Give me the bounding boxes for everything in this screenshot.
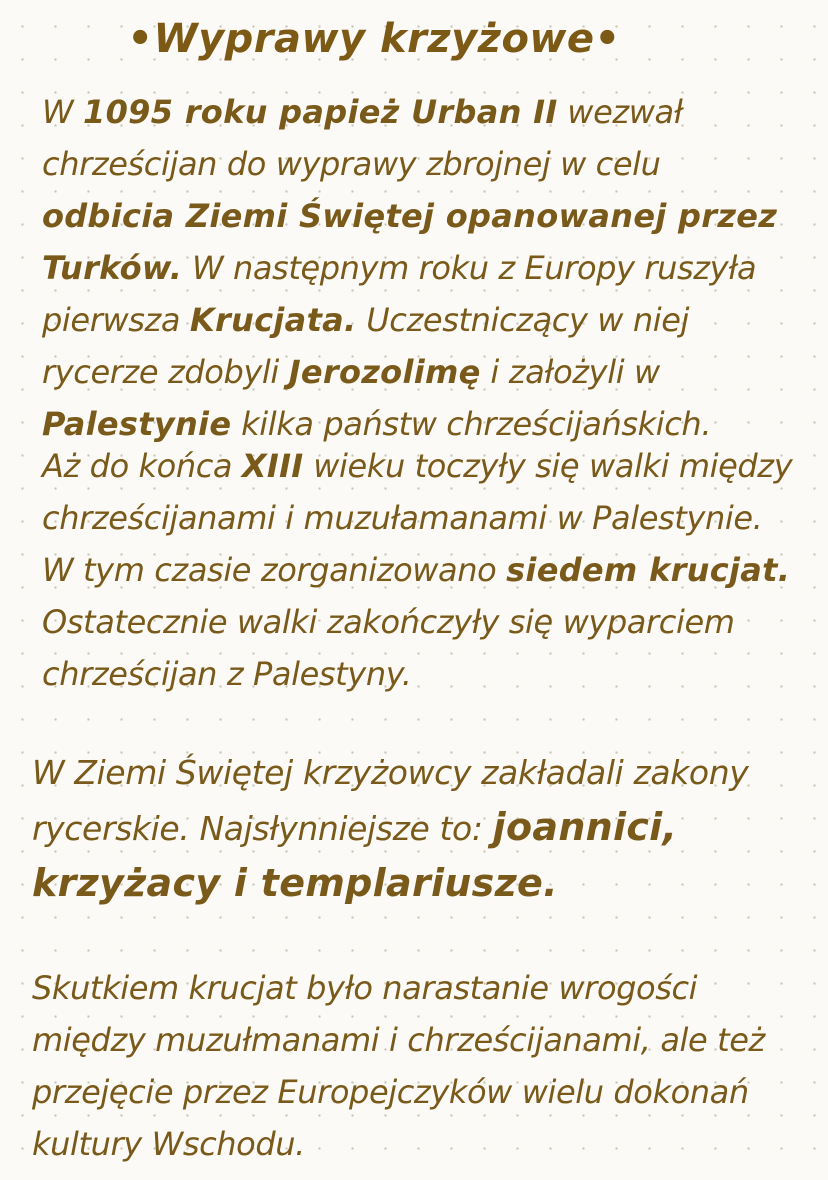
paragraph-wars-palestine <box>42 440 802 700</box>
highlight-pope-urban: 1095 roku papież Urban II <box>83 93 558 131</box>
text-segment: Uczestniczący w niej rycerze zdobyli <box>42 301 689 391</box>
text-segment: kilka państw chrześcijańskich. <box>231 405 712 443</box>
text-segment: Aż do końca <box>42 447 242 485</box>
text-segment: Skutkiem krucjat było narastanie wrogości między muzułmanami i chrześcijanami, ale też przejęcie przez Europejczyków wielu dokonań kultury Wschodu. <box>32 969 765 1163</box>
paragraph-first-crusade <box>42 86 802 450</box>
highlight-crusade: Krucjata. <box>189 301 357 339</box>
highlight-orders: joannici, krzyżacy i templariusze. <box>32 805 678 905</box>
highlight-seven-crusades: siedem krucjat. <box>506 551 791 589</box>
paragraph-effects <box>32 962 812 1170</box>
page-title: •Wyprawy krzyżowe• <box>127 16 621 62</box>
text-segment: W <box>42 93 84 131</box>
text-segment: W następnym roku z Europy ruszyła pierwsza <box>42 249 757 339</box>
paragraph-knight-orders <box>32 746 792 912</box>
text-segment: i założyli w <box>480 353 660 391</box>
highlight-jerusalem: Jerozolimę <box>288 353 481 391</box>
highlight-palestine: Palestynie <box>42 405 232 443</box>
highlight-century: XIII <box>241 447 304 485</box>
text-segment: W Ziemi Świętej krzyżowcy zakładali zakony rycerskie. Najsłynniejsze to: <box>32 753 749 848</box>
text-segment: wezwał chrześcijan do wyprawy zbrojnej w celu <box>42 93 683 183</box>
text-segment: wieku toczyły się walki między chrześcijanami i muzułamanami w Palestynie. W tym czasie zorganizowano <box>42 447 793 589</box>
highlight-holy-land: odbicia Ziemi Świętej opanowanej przez Turków. <box>42 197 778 287</box>
text-segment: Ostatecznie walki zakończyły się wyparciem chrześcijan z Palestyny. <box>42 603 735 693</box>
